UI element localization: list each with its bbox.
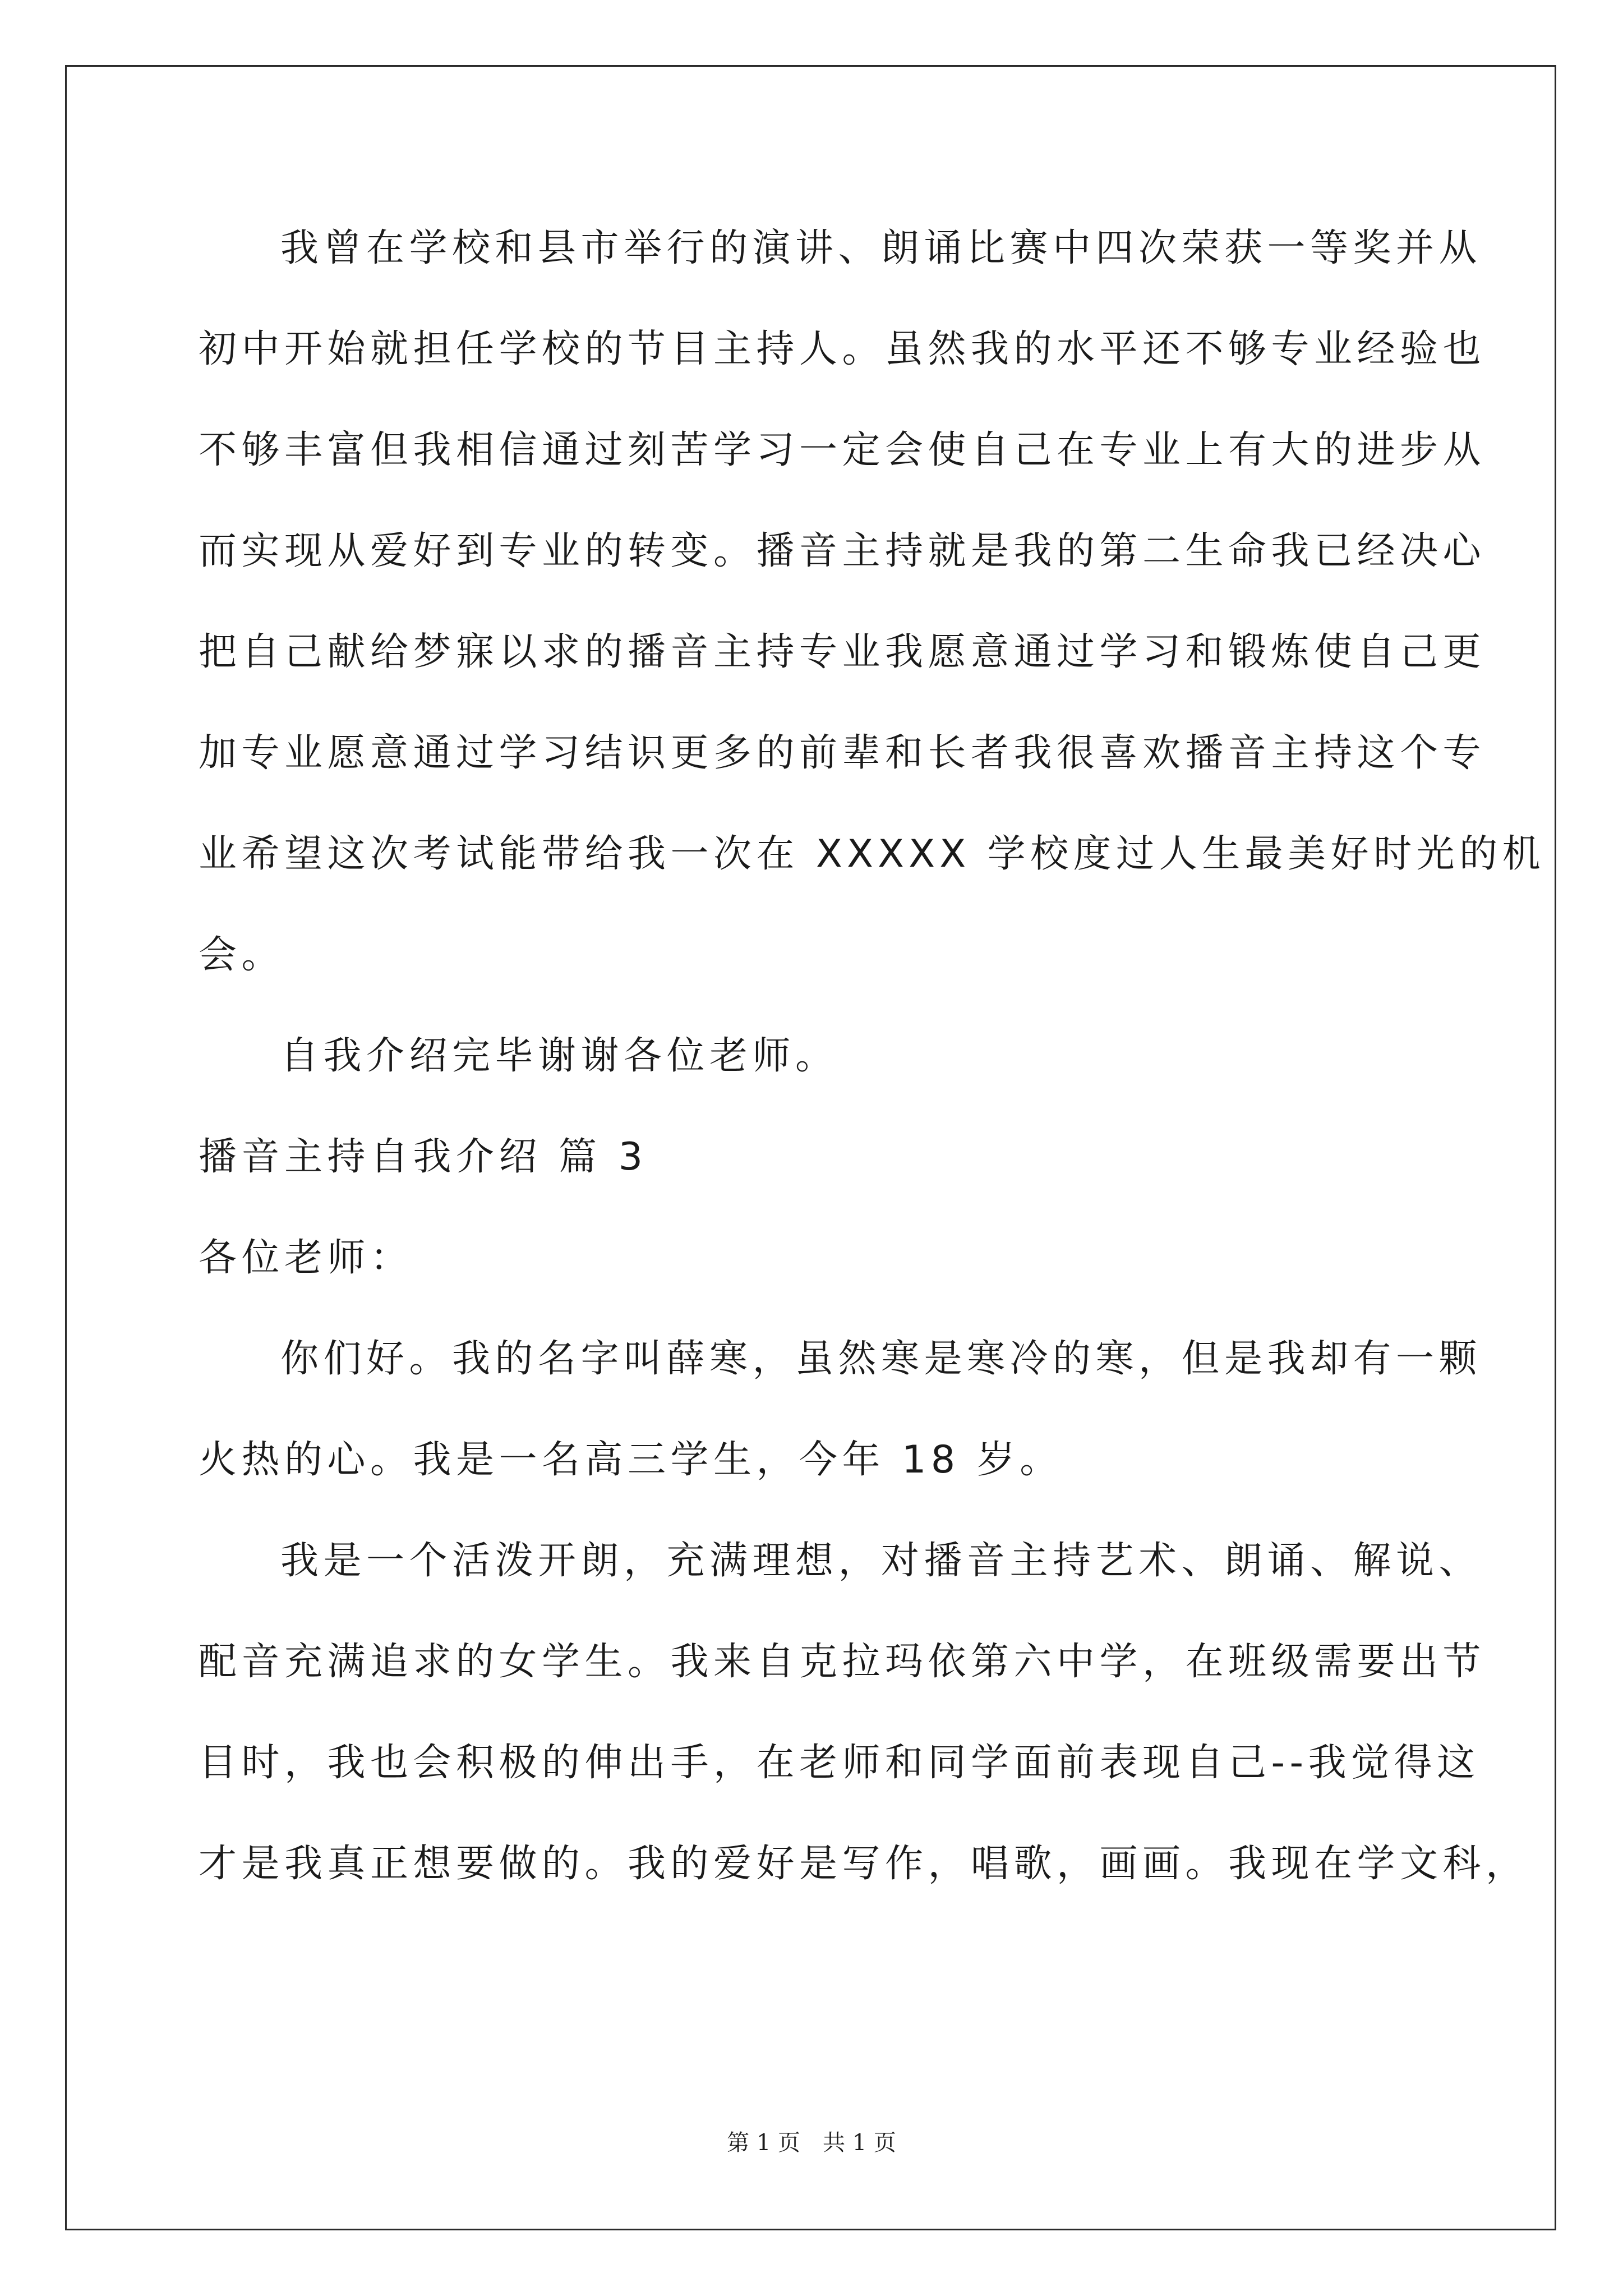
paragraph-3-line-3: 目时，我也会积极的伸出手，在老师和同学面前表现自己--我觉得这 bbox=[199, 1741, 1480, 1785]
paragraph-1-line-2: 初中开始就担任学校的节目主持人。虽然我的水平还不够专业经验也 bbox=[199, 327, 1486, 371]
paragraph-1-line-6: 加专业愿意通过学习结识更多的前辈和长者我很喜欢播音主持这个专 bbox=[199, 731, 1486, 775]
paragraph-2-line-2: 火热的心。我是一名高三学生，今年 18 岁。 bbox=[199, 1438, 1063, 1482]
paragraph-3-line-2: 配音充满追求的女学生。我来自克拉玛依第六中学，在班级需要出节 bbox=[199, 1640, 1486, 1684]
page-footer: 第 1 页 共 1 页 bbox=[727, 2130, 896, 2156]
paragraph-2-line-1: 你们好。我的名字叫薛寒，虽然寒是寒冷的寒，但是我却有一颗 bbox=[280, 1337, 1482, 1381]
paragraph-3-line-1: 我是一个活泼开朗，充满理想，对播音主持艺术、朗诵、解说、 bbox=[280, 1539, 1482, 1583]
paragraph-3-line-4: 才是我真正想要做的。我的爱好是写作，唱歌，画画。我现在学文科， bbox=[199, 1842, 1529, 1886]
paragraph-1-line-7: 业希望这次考试能带给我一次在 XXXXX 学校度过人生最美好时光的机 bbox=[199, 832, 1546, 876]
paragraph-1-line-8: 会。 bbox=[199, 933, 285, 977]
closing-paragraph: 自我介绍完毕谢谢各位老师。 bbox=[280, 1034, 838, 1078]
section-heading: 播音主持自我介绍 篇 3 bbox=[199, 1135, 648, 1179]
paragraph-1-line-4: 而实现从爱好到专业的转变。播音主持就是我的第二生命我已经决心 bbox=[199, 529, 1486, 573]
paragraph-1-line-3: 不够丰富但我相信通过刻苦学习一定会使自己在专业上有大的进步从 bbox=[199, 428, 1486, 472]
paragraph-1-line-5: 把自己献给梦寐以求的播音主持专业我愿意通过学习和锻炼使自己更 bbox=[199, 630, 1486, 674]
paragraph-1-line-1: 我曾在学校和县市举行的演讲、朗诵比赛中四次荣获一等奖并从 bbox=[280, 226, 1482, 270]
salutation: 各位老师： bbox=[199, 1236, 413, 1280]
